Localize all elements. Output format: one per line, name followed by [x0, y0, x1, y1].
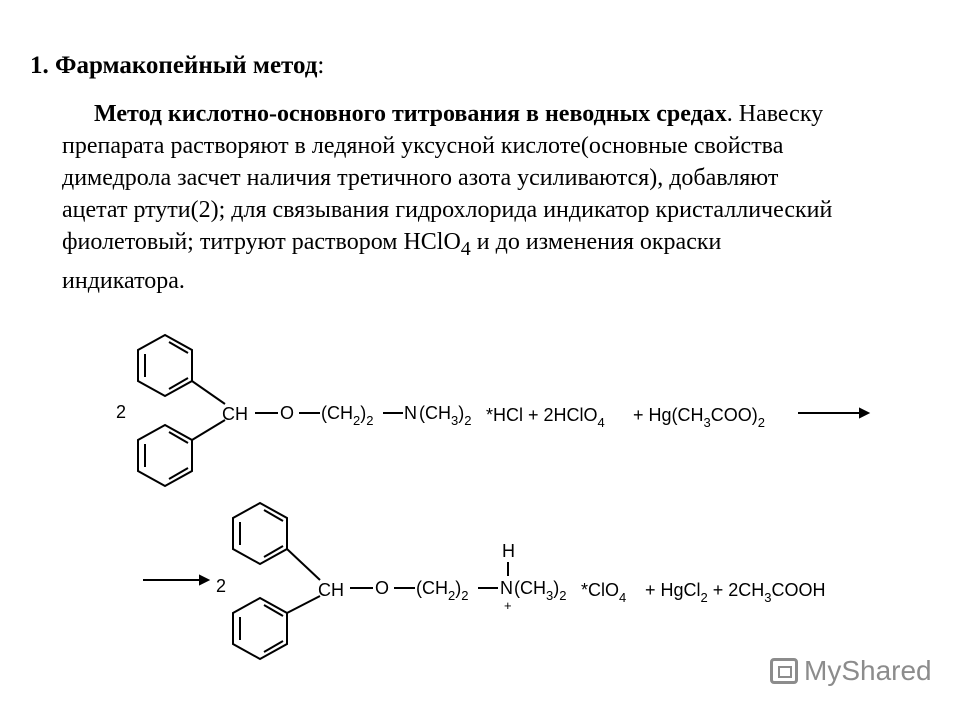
products-2: + HgCl: [645, 580, 701, 600]
method-text-subscript: 4: [460, 237, 471, 260]
mobile-icon: [770, 658, 798, 684]
oxygen-label-2: O: [375, 578, 390, 598]
perchlorate-2: *ClO: [581, 580, 620, 600]
reagents-1: *HCl + 2HClO: [486, 405, 598, 425]
nitrogen-label-2: N: [500, 578, 513, 598]
svg-text:*HCl + 2HClO4: *HCl + 2HClO$_4$: [486, 405, 605, 430]
benzene-ring-top-1: [138, 335, 192, 396]
dimethyl-2: (CH: [514, 578, 546, 598]
benzene-ring-bottom-2: [233, 598, 287, 659]
ch-label-1: CH: [222, 404, 248, 424]
positive-charge: +: [504, 598, 512, 613]
watermark-text: MyShared: [804, 655, 932, 686]
mercury-acetate-1: + Hg(CH: [633, 405, 704, 425]
heading-number: 1.: [30, 52, 49, 79]
svg-text:(CH3)2: $(CH_3)_2$: [514, 578, 567, 603]
oxygen-label-1: O: [280, 403, 295, 423]
ethylene-1: (CH: [321, 403, 353, 423]
method-name: Метод кислотно-основного титрования в неводных средах: [94, 101, 727, 127]
svg-text:*ClO4: *ClO$_4$: [581, 580, 627, 605]
svg-text:+ Hg(CH3COO)2: + $Hg(CH_3COO)_2$: [633, 405, 765, 430]
ch-label-2: CH: [318, 580, 344, 600]
dimethyl-1: (CH: [419, 403, 451, 423]
benzene-ring-top-2: [233, 503, 287, 564]
method-text: . Навеску препарата растворяют в ледяной уксусной кислоте(основные свойства димедрола засчет наличия третичного азота усиливаются), добавляют ацетат ртути(2); для связывания гидрохлорида индикатор кристаллический фиолетовый; титруют раствором HClO: [62, 101, 833, 255]
coefficient-2: 2: [216, 576, 227, 596]
svg-text:(CH2)2: $(CH_2)_2$: [416, 578, 469, 603]
benzene-ring-bottom-1: [138, 425, 192, 486]
nitrogen-label-1: N: [404, 403, 417, 423]
svg-text:+ HgCl2 + 2CH3COOH: + HgCl$_2$ + $2CH_3COOH$: [645, 580, 826, 605]
svg-text:(CH3)2: $(CH_3)_2$: [419, 403, 472, 428]
coefficient-1: 2: [116, 402, 127, 422]
hydrogen-label-2: H: [502, 541, 515, 561]
heading-title: Фармакопейный метод: [55, 52, 318, 79]
ethylene-2: (CH: [416, 578, 448, 598]
svg-text:(CH2)2: $(CH_2)_2$: [321, 403, 374, 428]
watermark: [770, 655, 932, 687]
heading-colon: :: [317, 52, 325, 79]
method-text-end: и до изменения окраски индикатора.: [62, 229, 722, 294]
